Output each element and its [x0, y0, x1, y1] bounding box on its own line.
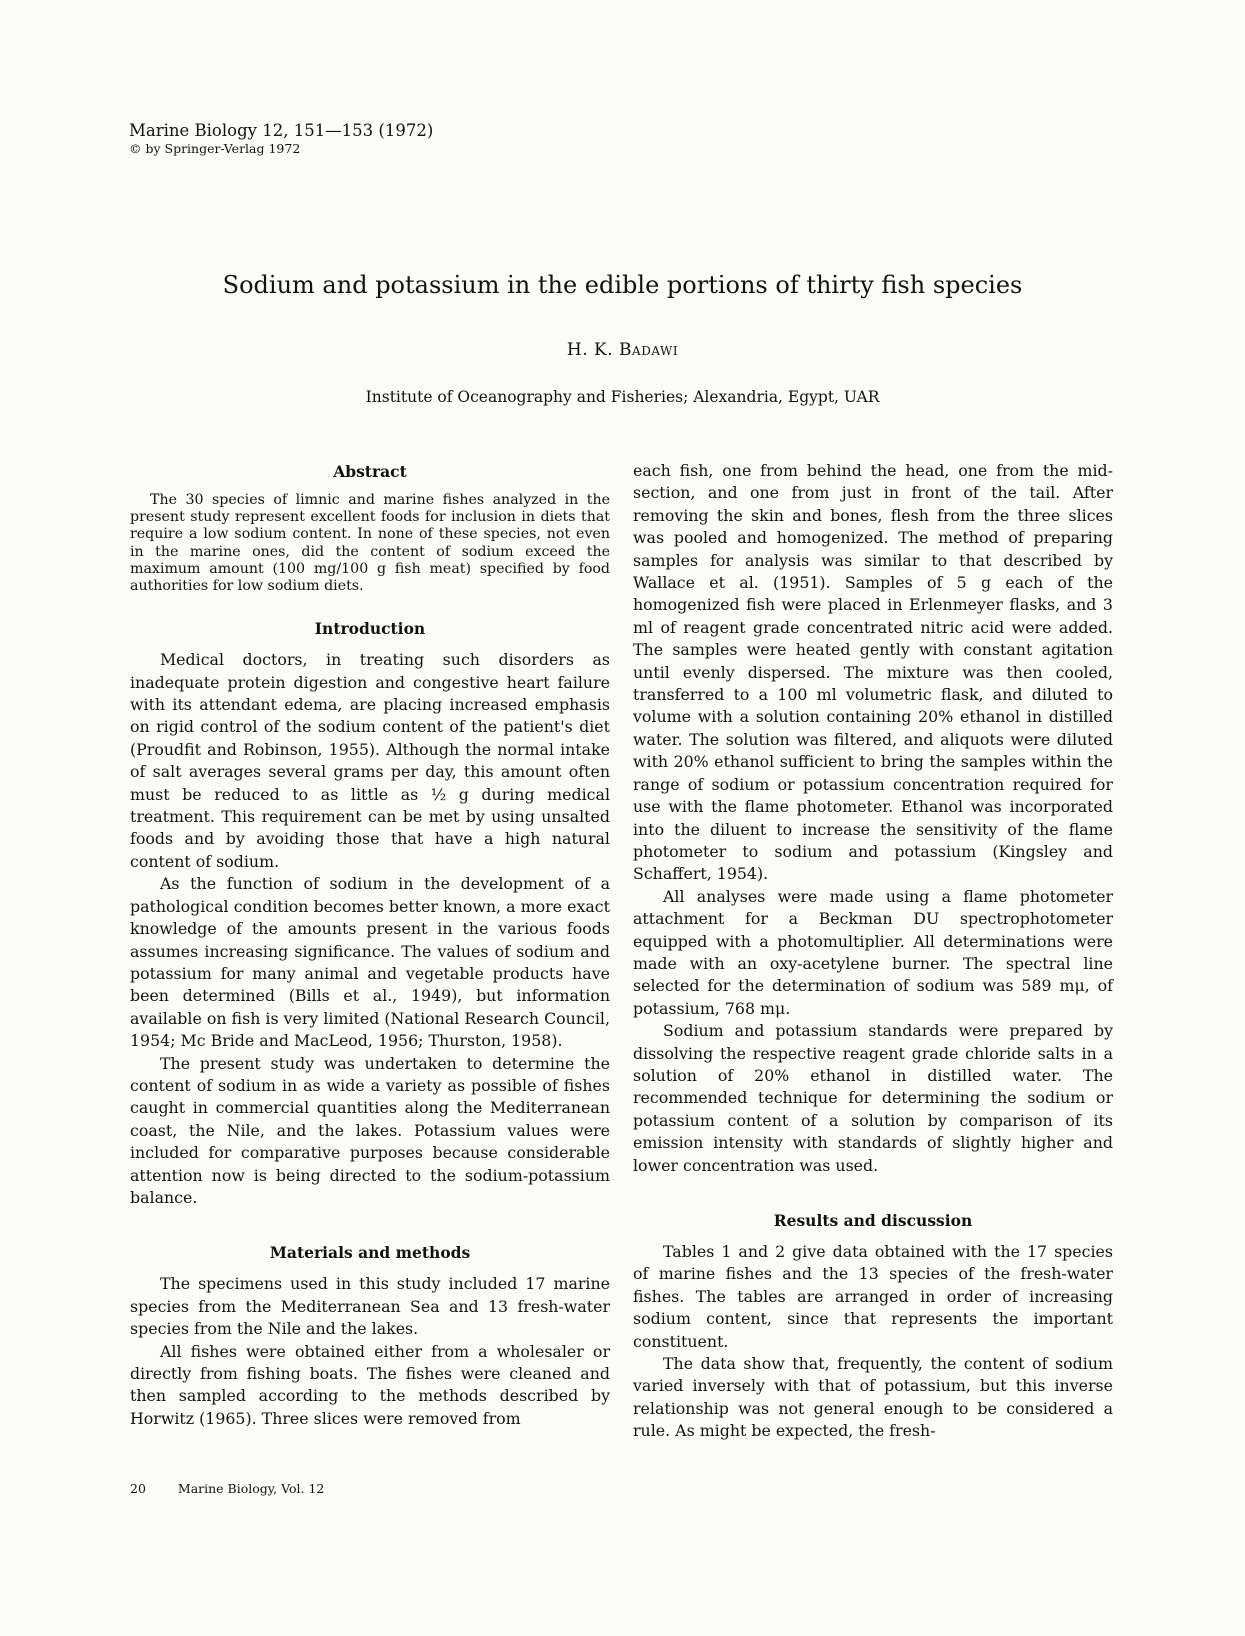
- introduction-paragraph-2: As the function of sodium in the development of a pathological condition becomes better known, a more exact knowledge of the amounts present in the various foods assumes increasing significance. The values of sodium and potassium for many animal and vegetable products have been determined (Bills et al., 1949), but information available on fish is very limited (National Research Council, 1954; Mc Bride and MacLeod, 1956; Thurston, 1958).: [130, 874, 610, 1051]
- author-affiliation: Institute of Oceanography and Fisheries; Alexandria, Egypt, UAR: [365, 388, 880, 406]
- abstract-text: The 30 species of limnic and marine fishes analyzed in the present study represent excellent foods for inclusion in diets that require a low sodium content. In none of these species, not even in the marine ones, did the content of sodium exceed the maximum amount (100 mg/100 g fish meat) specified by food authorities for low sodium diets.: [130, 492, 610, 595]
- results-paragraph-2: The data show that, frequently, the content of sodium varied inversely with that of potassium, but this inverse relationship was not general enough to be considered a rule. As might be expected, the fresh-: [633, 1354, 1113, 1441]
- methods-paragraph-1: The specimens used in this study included 17 marine species from the Mediterranean Sea and 13 fresh-water species from the Nile and the lakes.: [130, 1274, 610, 1339]
- author-name: H. K. Badawi: [566, 340, 679, 360]
- methods-paragraph-5: Sodium and potassium standards were prepared by dissolving the respective reagent grade chloride salts in a solution of 20% ethanol in distilled water. The recommended technique for determining the sodium or potassium content of a solution by comparison of its emission intensity with standards of slightly higher and lower concentration was used.: [633, 1021, 1113, 1175]
- footer-journal-volume: Marine Biology, Vol. 12: [177, 1481, 325, 1496]
- page-footer: [130, 1481, 324, 1497]
- methods-paragraph-2: All fishes were obtained either from a wholesaler or directly from fishing boats. The fishes were cleaned and then sampled according to the methods described by Horwitz (1965). Three slices were removed from: [130, 1341, 610, 1428]
- left-column: [130, 462, 610, 1430]
- right-column: [633, 460, 1113, 1443]
- journal-citation: Marine Biology 12, 151—153 (1972): [129, 121, 434, 140]
- results-heading: Results and discussion: [773, 1211, 973, 1230]
- page-number: 20: [130, 1481, 146, 1496]
- journal-header: [129, 121, 433, 157]
- methods-heading: Materials and methods: [269, 1243, 471, 1263]
- methods-paragraph-4: All analyses were made using a flame photometer attachment for a Beckman DU spectrophotometer equipped with a photomultiplier. All determinations were made with an oxy-acetylene burner. The spectral line selected for the determination of sodium was 589 mμ, of potassium, 768 mμ.: [633, 886, 1113, 1018]
- introduction-paragraph-1: Medical doctors, in treating such disorders as inadequate protein digestion and congestive heart failure with its attendant edema, are placing increased emphasis on rigid control of the sodium content of the patient's diet (Proudfit and Robinson, 1955). Although the normal intake of salt averages several grams per day, this amount often must be reduced to as little as ½ g during medical treatment. This requirement can be met by using unsalted foods and by avoiding those that have a high natural content of sodium.: [130, 650, 610, 871]
- copyright-notice: © by Springer-Verlag 1972: [129, 141, 301, 156]
- paper-title: Sodium and potassium in the edible portions of thirty fish species: [222, 271, 1023, 299]
- introduction-paragraph-3: The present study was undertaken to determine the content of sodium in as wide a variety as possible of fishes caught in commercial quantities along the Mediterranean coast, the Nile, and the lakes. Potassium values were included for comparative purposes because considerable attention now is being directed to the sodium-potassium balance.: [130, 1053, 610, 1207]
- results-paragraph-1: Tables 1 and 2 give data obtained with the 17 species of marine fishes and the 13 species of the fresh-water fishes. The tables are arranged in order of increasing sodium content, since that represents the important constituent.: [633, 1242, 1113, 1351]
- introduction-heading: Introduction: [314, 619, 426, 639]
- abstract-heading: Abstract: [333, 462, 407, 481]
- methods-paragraph-3: each fish, one from behind the head, one from the mid-section, and one from just in front of the tail. After removing the skin and bones, flesh from the three slices was pooled and homogenized. The method of preparing samples for analysis was similar to that described by Wallace et al. (1951). Samples of 5 g each of the homogenized fish were placed in Erlenmeyer flasks, and 3 ml of reagent grade concentrated nitric acid were added. The samples were heated gently with constant agitation until evenly dispersed. The mixture was then cooled, transferred to a 100 ml volumetric flask, and diluted to volume with a solution containing 20% ethanol in distilled water. The solution was filtered, and aliquots were diluted with 20% ethanol sufficient to bring the samples within the range of sodium or potassium concentration required for use with the flame photometer. Ethanol was incorporated into the diluent to increase the sensitivity of the flame photometer to sodium and potassium (Kingsley and Schaffert, 1954).: [633, 461, 1113, 884]
